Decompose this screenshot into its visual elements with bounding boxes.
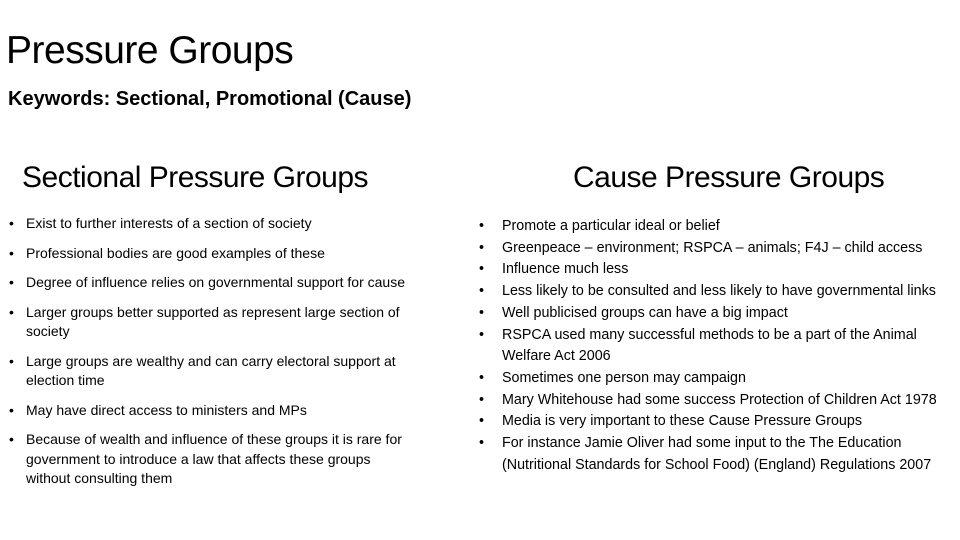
list-item: • Influence much less bbox=[478, 259, 960, 281]
sectional-heading: Sectional Pressure Groups bbox=[22, 161, 369, 194]
list-item: • Large groups are wealthy and can carry electoral support at election time bbox=[8, 352, 418, 391]
list-item: • Well publicised groups can have a big impact bbox=[478, 303, 960, 325]
cause-list bbox=[478, 216, 960, 476]
list-item: • For instance Jamie Oliver had some input to the The Education (Nutritional Standards for School Food) (England) Regulations 2007 bbox=[478, 433, 960, 476]
list-item: • Exist to further interests of a section of society bbox=[8, 214, 418, 234]
list-item: • Because of wealth and influence of these groups it is rare for government to introduce a law that affects these groups without consulting them bbox=[8, 430, 418, 489]
list-item: • Media is very important to these Cause Pressure Groups bbox=[478, 411, 960, 433]
page-title: Pressure Groups bbox=[6, 29, 294, 72]
list-item: • Professional bodies are good examples of these bbox=[8, 244, 418, 264]
list-item: • Sometimes one person may campaign bbox=[478, 368, 960, 390]
list-item: • Degree of influence relies on governmental support for cause bbox=[8, 273, 418, 293]
list-item: • Larger groups better supported as represent large section of society bbox=[8, 303, 418, 342]
sectional-list bbox=[8, 214, 418, 499]
list-item: • Less likely to be consulted and less likely to have governmental links bbox=[478, 281, 960, 303]
list-item: • Promote a particular ideal or belief bbox=[478, 216, 960, 238]
list-item: • RSPCA used many successful methods to be a part of the Animal Welfare Act 2006 bbox=[478, 325, 960, 368]
list-item: • Greenpeace – environment; RSPCA – animals; F4J – child access bbox=[478, 238, 960, 260]
cause-heading: Cause Pressure Groups bbox=[573, 161, 885, 194]
list-item: • Mary Whitehouse had some success Protection of Children Act 1978 bbox=[478, 390, 960, 412]
list-item: • May have direct access to ministers and MPs bbox=[8, 401, 418, 421]
keywords-subtitle: Keywords: Sectional, Promotional (Cause) bbox=[8, 88, 412, 110]
